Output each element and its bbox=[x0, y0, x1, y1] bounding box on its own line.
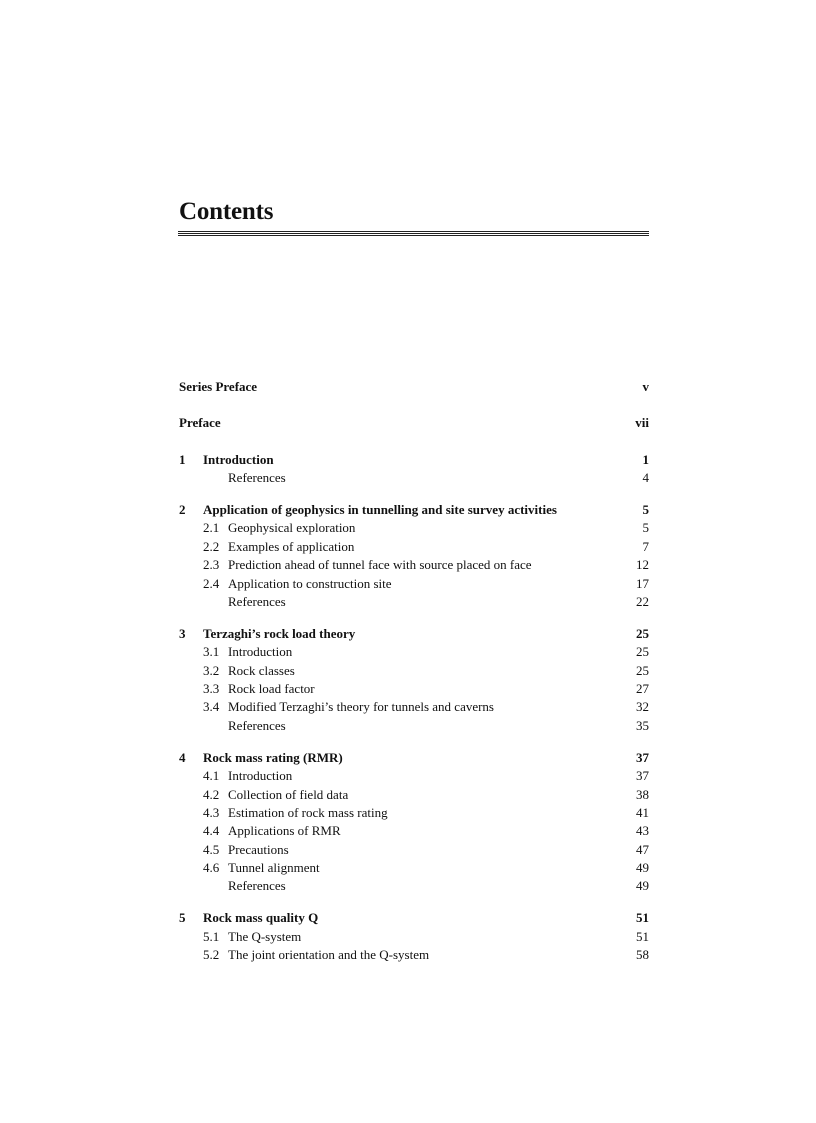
toc-section[interactable] bbox=[179, 575, 649, 593]
page-number: 5 bbox=[642, 502, 649, 518]
toc-section[interactable] bbox=[179, 859, 649, 877]
toc-spacer bbox=[179, 488, 649, 502]
page-number: 37 bbox=[636, 749, 649, 765]
page-number: 12 bbox=[636, 557, 649, 573]
chapter-title: Rock mass quality Q bbox=[203, 910, 319, 926]
section-title: The Q-system bbox=[228, 928, 302, 944]
toc-section[interactable] bbox=[179, 786, 649, 804]
section-number: 5.1 bbox=[203, 928, 220, 944]
toc-section[interactable] bbox=[179, 662, 649, 680]
section-title: Introduction bbox=[228, 644, 293, 660]
toc-spacer bbox=[179, 396, 649, 414]
page-number: 37 bbox=[636, 768, 649, 784]
toc-section[interactable] bbox=[179, 767, 649, 785]
section-title: Tunnel alignment bbox=[228, 860, 320, 876]
section-title: Rock classes bbox=[228, 662, 295, 678]
toc-entry-front-matter[interactable] bbox=[179, 414, 649, 432]
page-number: 49 bbox=[636, 860, 649, 876]
section-number: 4.3 bbox=[203, 804, 220, 820]
toc-section[interactable] bbox=[179, 556, 649, 574]
toc-section[interactable] bbox=[179, 698, 649, 716]
toc-section[interactable] bbox=[179, 946, 649, 964]
toc-section[interactable] bbox=[179, 469, 649, 487]
page-number: 4 bbox=[642, 470, 649, 486]
chapter-title: Application of geophysics in tunnelling and site survey activities bbox=[203, 502, 557, 518]
toc-spacer bbox=[179, 735, 649, 749]
section-title: Collection of field data bbox=[228, 786, 349, 802]
page-number: 25 bbox=[636, 644, 649, 660]
page-number: 5 bbox=[642, 520, 649, 536]
section-title: References bbox=[228, 878, 286, 894]
chapter-number: 5 bbox=[179, 910, 186, 926]
section-title: Rock load factor bbox=[228, 681, 315, 697]
section-title: The joint orientation and the Q-system bbox=[228, 947, 430, 963]
section-number: 2.1 bbox=[203, 520, 220, 536]
page-number: 47 bbox=[636, 841, 649, 857]
chapter-number: 4 bbox=[179, 749, 186, 765]
toc-spacer bbox=[179, 433, 649, 451]
page-number: 25 bbox=[636, 625, 649, 641]
page-number: 7 bbox=[642, 538, 649, 554]
page-number: 22 bbox=[636, 594, 649, 610]
table-of-contents bbox=[179, 378, 649, 965]
chapter-number: 3 bbox=[179, 625, 186, 641]
entry-title: Preface bbox=[179, 415, 221, 431]
chapter-title: Terzaghi’s rock load theory bbox=[203, 625, 356, 641]
section-number: 2.4 bbox=[203, 575, 220, 591]
toc-section[interactable] bbox=[179, 804, 649, 822]
toc-section[interactable] bbox=[179, 519, 649, 537]
toc-section[interactable] bbox=[179, 643, 649, 661]
section-number: 4.2 bbox=[203, 786, 220, 802]
page-number: 27 bbox=[636, 681, 649, 697]
toc-chapter[interactable] bbox=[179, 625, 649, 643]
toc-section[interactable] bbox=[179, 538, 649, 556]
chapter-number: 1 bbox=[179, 451, 186, 467]
section-number: 3.2 bbox=[203, 662, 220, 678]
section-title: References bbox=[228, 470, 286, 486]
page-number: 1 bbox=[642, 451, 649, 467]
toc-chapter[interactable] bbox=[179, 501, 649, 519]
section-title: Examples of application bbox=[228, 538, 355, 554]
page-number: vii bbox=[635, 415, 649, 431]
toc-section[interactable] bbox=[179, 680, 649, 698]
page-number: 35 bbox=[636, 717, 649, 733]
page-number: v bbox=[642, 379, 649, 394]
section-number: 3.1 bbox=[203, 644, 220, 660]
toc-spacer bbox=[179, 611, 649, 625]
toc-chapter[interactable] bbox=[179, 749, 649, 767]
toc-chapter[interactable] bbox=[179, 451, 649, 469]
page-number: 43 bbox=[636, 823, 649, 839]
page-number: 17 bbox=[636, 575, 649, 591]
page-number: 49 bbox=[636, 878, 649, 894]
page-number: 32 bbox=[636, 699, 649, 715]
toc-section[interactable] bbox=[179, 841, 649, 859]
section-title: Geophysical exploration bbox=[228, 520, 356, 536]
page-number: 25 bbox=[636, 662, 649, 678]
toc-spacer bbox=[179, 896, 649, 910]
toc-section[interactable] bbox=[179, 928, 649, 946]
section-number: 4.4 bbox=[203, 823, 220, 839]
page-title: Contents bbox=[179, 198, 274, 225]
section-title: Prediction ahead of tunnel face with source placed on face bbox=[228, 557, 532, 573]
page-number: 51 bbox=[636, 910, 649, 926]
section-title: References bbox=[228, 717, 286, 733]
toc-section[interactable] bbox=[179, 717, 649, 735]
page-number: 51 bbox=[636, 928, 649, 944]
page-number: 41 bbox=[636, 804, 649, 820]
section-title: Precautions bbox=[228, 841, 289, 857]
toc-chapter[interactable] bbox=[179, 909, 649, 927]
entry-title: Series Preface bbox=[179, 379, 258, 394]
section-title: Applications of RMR bbox=[228, 823, 341, 839]
page-number: 58 bbox=[636, 947, 649, 963]
section-number: 4.6 bbox=[203, 860, 220, 876]
chapter-title: Introduction bbox=[203, 451, 274, 467]
section-title: Introduction bbox=[228, 768, 293, 784]
toc-entry-front-matter[interactable] bbox=[179, 378, 649, 396]
section-title: Estimation of rock mass rating bbox=[228, 804, 388, 820]
section-number: 2.3 bbox=[203, 557, 220, 573]
section-number: 3.4 bbox=[203, 699, 220, 715]
section-number: 4.1 bbox=[203, 768, 220, 784]
title-rule bbox=[178, 231, 649, 236]
section-number: 3.3 bbox=[203, 681, 220, 697]
toc-section[interactable] bbox=[179, 877, 649, 895]
section-number: 5.2 bbox=[203, 947, 220, 963]
section-number: 4.5 bbox=[203, 841, 220, 857]
chapter-number: 2 bbox=[179, 502, 186, 518]
section-number: 2.2 bbox=[203, 538, 220, 554]
section-title: Application to construction site bbox=[228, 575, 392, 591]
section-title: References bbox=[228, 594, 286, 610]
toc-section[interactable] bbox=[179, 593, 649, 611]
page-number: 38 bbox=[636, 786, 649, 802]
toc-section[interactable] bbox=[179, 822, 649, 840]
section-title: Modified Terzaghi’s theory for tunnels and caverns bbox=[228, 699, 494, 715]
chapter-title: Rock mass rating (RMR) bbox=[203, 749, 343, 765]
